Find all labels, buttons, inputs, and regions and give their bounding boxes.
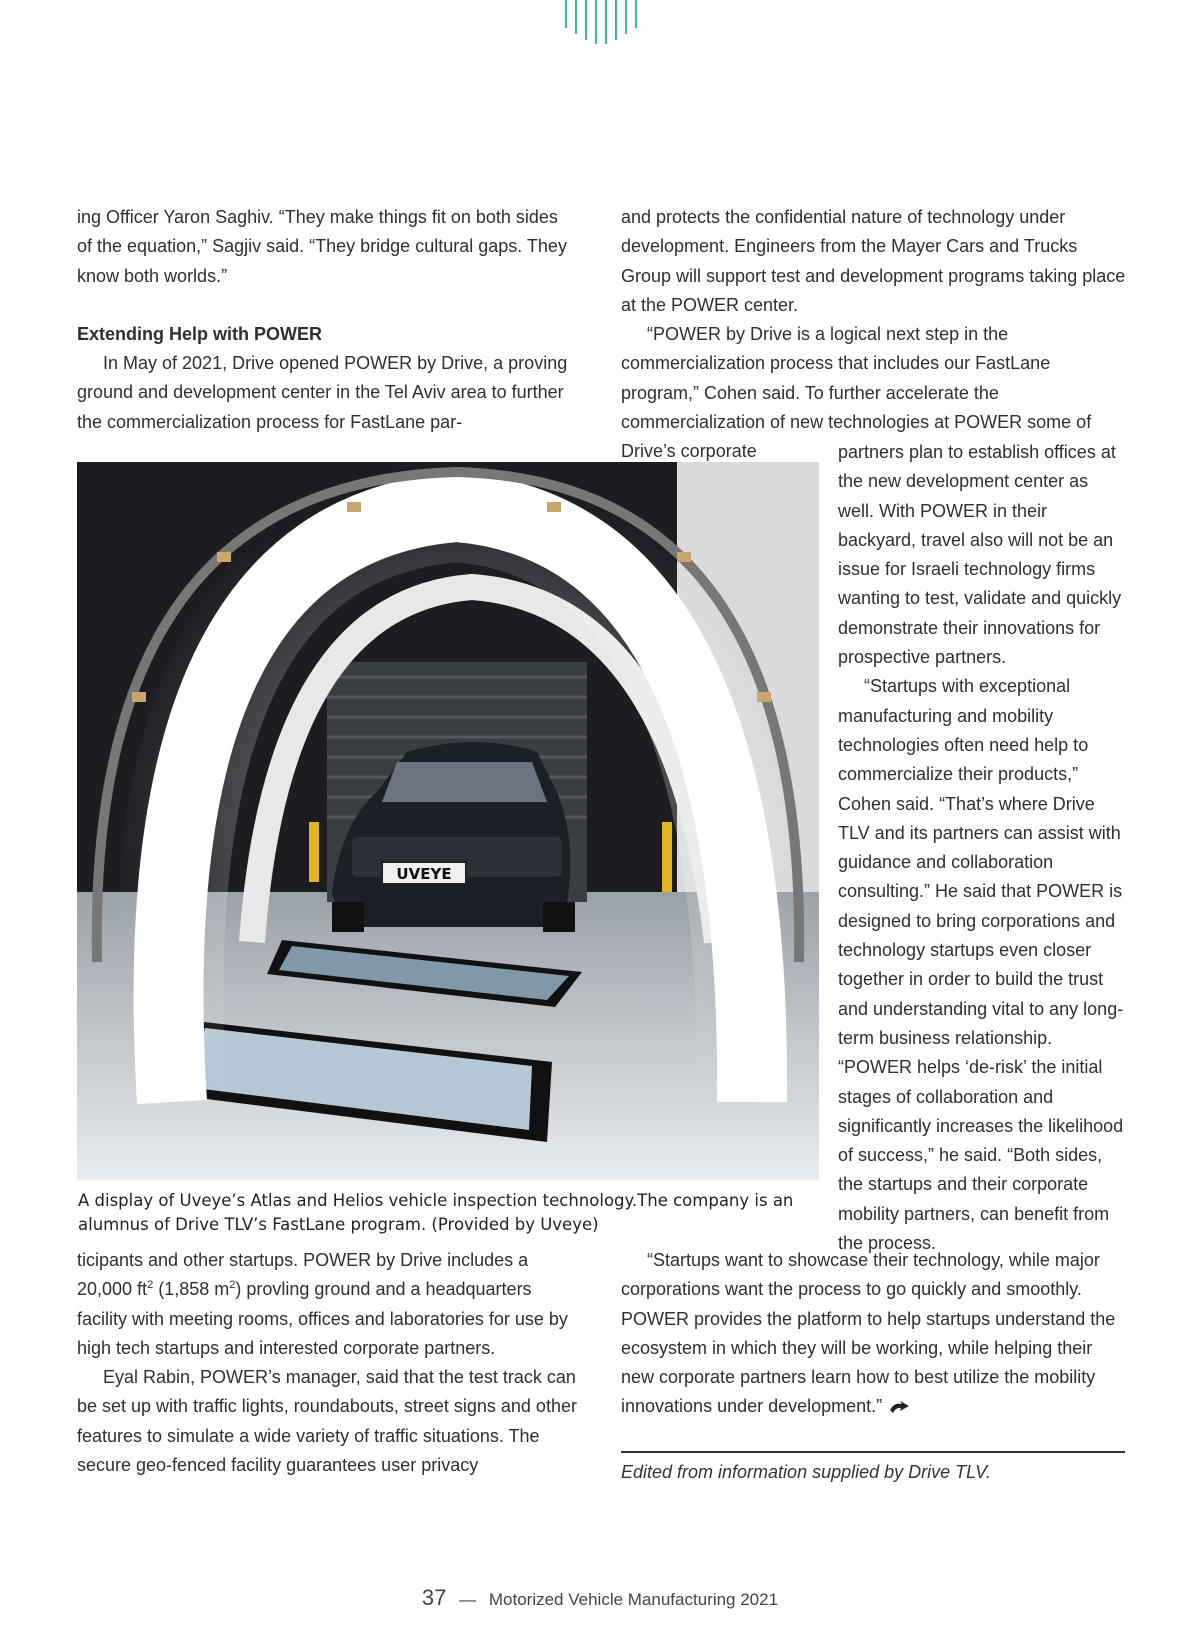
page-footer [0, 1585, 1200, 1611]
superscript: 2 [229, 1279, 236, 1292]
end-mark-icon [888, 1401, 910, 1415]
right-column-bottom [621, 1246, 1127, 1422]
text-span: ticipants and other startups. POWER by Drive includes a 20,000 ft [77, 1250, 529, 1300]
left-column-bottom [77, 1246, 577, 1480]
photo-caption: A display of Uveye’s Atlas and Helios vehicle inspection technology.The company is an alumnus of Drive TLV’s FastLane program. (Provided by Uveye) [78, 1191, 794, 1234]
ornament-lines-icon [562, 0, 644, 48]
text-span: ) provling ground and a headquarters facility with meeting rooms, offices and laboratories for use by high tech startups and interested corporate partners. [77, 1279, 568, 1358]
section-heading: Extending Help with POWER [77, 323, 323, 344]
source-credit: Edited from information supplied by Drive TLV. [621, 1462, 991, 1482]
license-plate: UVEYE [396, 865, 452, 883]
page-number: 37 [421, 1585, 447, 1610]
left-column-top [77, 203, 577, 437]
paragraph: “POWER by Drive is a logical next step in the commercialization process that includes our FastLane program,” Cohen said. To further accelerate the commercialization of new technologies at POWER some of Drive’s corporate [621, 324, 1092, 462]
vehicle-inspection-photo [77, 462, 819, 1180]
footer-separator: — [459, 1590, 477, 1609]
paragraph [621, 1246, 1127, 1422]
paragraph: partners plan to establish offices at the new development center as well. With POWER in their backyard, travel also will not be an issue for Israeli technology firms wanting to test, validate and quickly demonstrate their innovations for prospective partners. [838, 442, 1122, 668]
right-column-top [621, 203, 1127, 467]
photo-illustration [77, 462, 819, 1180]
superscript: 2 [147, 1279, 154, 1292]
publication-title: Motorized Vehicle Manufacturing 2021 [488, 1590, 779, 1609]
paragraph: In May of 2021, Drive opened POWER by Drive, a proving ground and development center in the Tel Aviv area to further the commercialization process for FastLane par- [77, 353, 568, 432]
paragraph: “Startups with exceptional manufacturing and mobility technologies often need help to commercialize their products,” Cohen said. “That’s where Drive TLV and its partners can assist with guidance and collaboration consulting.” He said that POWER is designed to bring corporations and technology startups even closer together in order to build the trust and understanding vital to any long-term business relationship. “POWER helps ‘de-risk’ the initial stages of collaboration and significantly increases the likelihood of success,” he said. “Both sides, the startups and their corporate mobility partners, can benefit from the process. [838, 676, 1124, 1254]
divider [621, 1451, 1125, 1453]
text-span: (1,858 m [153, 1279, 230, 1300]
paragraph [77, 1246, 577, 1363]
paragraph: and protects the confidential nature of technology under development. Engineers from the Mayer Cars and Trucks Group will support test and development programs taking place at the POWER center. [621, 207, 1126, 315]
paragraph: ing Officer Yaron Saghiv. “They make things fit on both sides of the equation,” Sagjiv said. “They bridge cultural gaps. They know both worlds.” [77, 207, 567, 286]
text-span: “Startups want to showcase their technology, while major corporations want the process to go quickly and smoothly. POWER provides the platform to help startups understand the ecosystem in which they will be working, while helping their new corporate partners learn how to best utilize the mobility innovations under development.” [621, 1250, 1116, 1417]
paragraph: Eyal Rabin, POWER’s manager, said that the test track can be set up with traffic lights, roundabouts, street signs and other features to simulate a wide variety of traffic situations. The secure geo-fenced facility guarantees user privacy [77, 1367, 577, 1476]
right-wrap-column [838, 438, 1128, 1258]
